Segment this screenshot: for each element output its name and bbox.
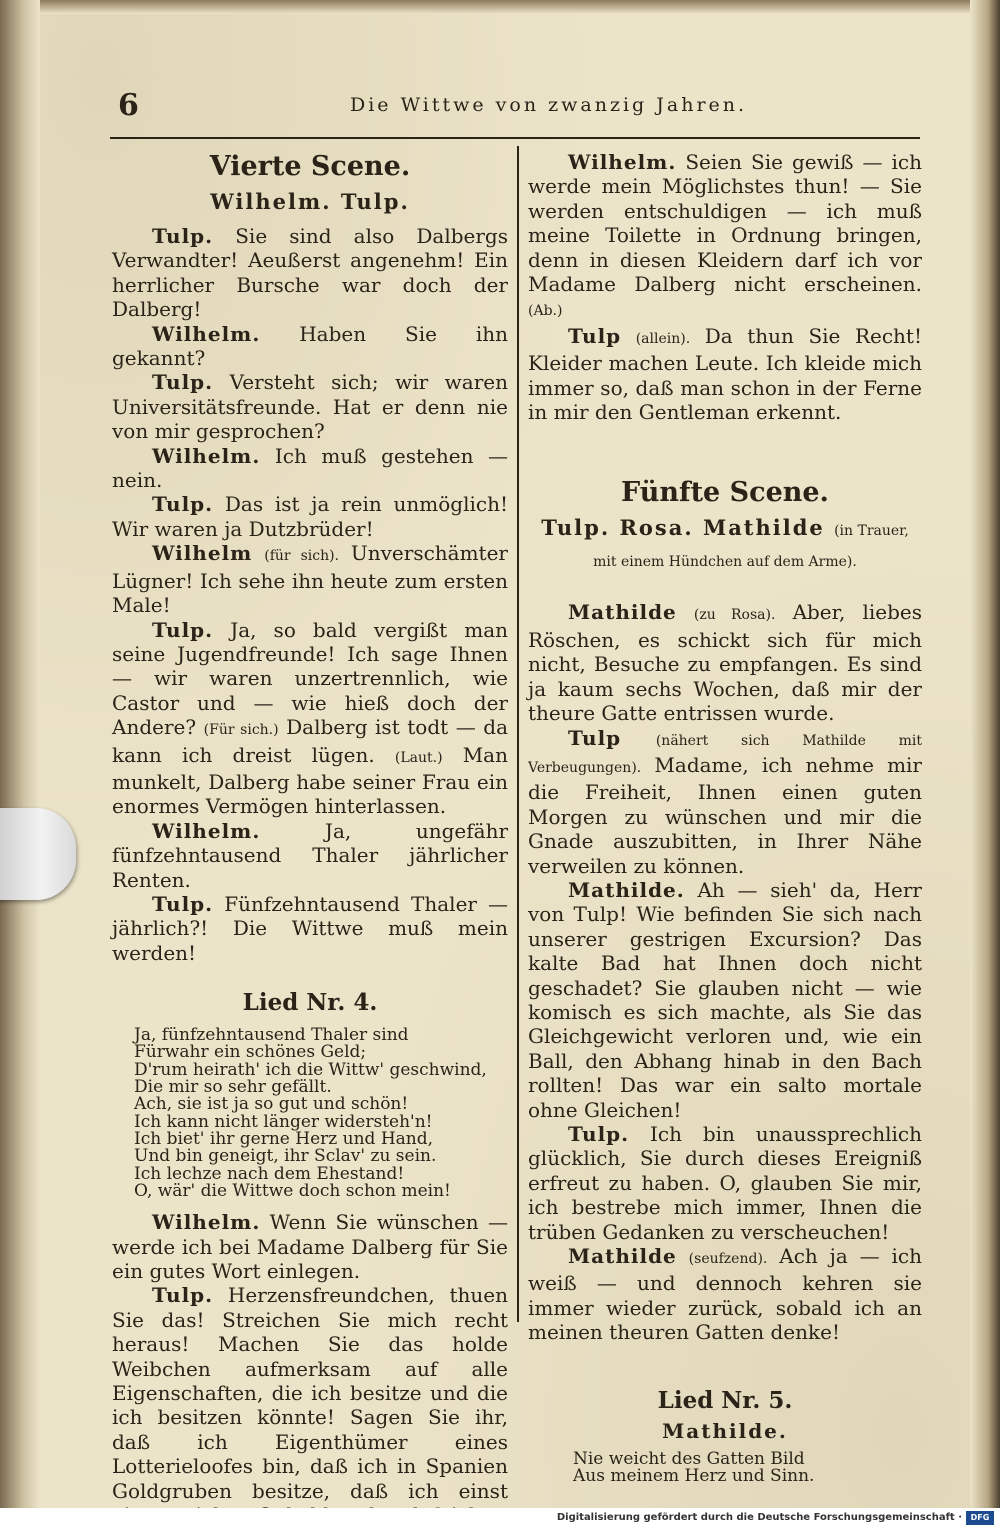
dialogue-text: Das ist ja rein unmöglich! Wir waren ja Dutzbrüder! [112, 492, 508, 541]
scene-persons: Wilhelm. Tulp. [210, 189, 410, 214]
verse-line: Aus meinem Herz und Sinn. [573, 1465, 815, 1486]
speaker-name: Tulp [568, 323, 622, 348]
speaker-name: Tulp. [152, 370, 214, 395]
paper-clip [0, 808, 76, 900]
dialogue-paragraph [528, 878, 922, 1122]
verse-line: Ich lechze nach dem Ehestand! [134, 1163, 405, 1184]
scene-title: Vierte Scene. [209, 151, 411, 182]
speaker-name: Mathilde [568, 1244, 677, 1269]
dialogue-paragraph [112, 1283, 508, 1527]
dialogue-text: Versteht sich; wir waren Universitätsfreunde. Hat er denn nie von mir gesprochen? [112, 370, 508, 444]
speaker-name: Mathilde. [568, 877, 685, 902]
dialogue-paragraph [112, 618, 508, 819]
dfg-logo: DFG [966, 1511, 994, 1525]
dialogue-paragraph [112, 224, 508, 322]
right-column [528, 150, 922, 1485]
speaker-name: Wilhelm. [152, 321, 261, 346]
running-title: Die Wittwe von zwanzig Jahren. [350, 94, 748, 116]
dialogue-text: Herzensfreundchen, thuen Sie das! Streichen Sie mich recht heraus! Machen Sie das holde Weibchen aufmerksam auf alle Eigenschaften, die ich besitze und die ich besitzen könnte! Sagen Sie ihr, daß ich Eigenthümer eines Lotterieloofes bin, daß ich in Spanien Goldgruben besitze, daß ich einst [112, 1283, 508, 1503]
dialogue-text: Unverschämter Lügner! Ich sehe ihn heute zum ersten Male! [112, 541, 508, 618]
dialogue-paragraph [112, 819, 508, 892]
dialogue-text: Ja, so bald vergißt man seine Jugendfreunde! Ich sage Ihnen — wir waren unzertrennlich, wie Castor und — wie hieß doch der Andere? [112, 617, 508, 740]
dialogue-paragraph [112, 892, 508, 965]
stage-direction: (nähert sich Mathilde mit Verbeugungen). [528, 732, 922, 776]
verse-line: Ja, fünfzehntausend Thaler sind [134, 1025, 409, 1046]
speaker-name: Tulp. [568, 1122, 630, 1146]
dialogue-text: Madame, ich nehme mir die Freiheit, Ihnen einen guten Morgen zu wünschen und mir die Gnade auszubitten, in Ihrer Nähe verweilen zu können. [528, 752, 922, 878]
persons-names: Tulp. Rosa. Mathilde [541, 515, 825, 541]
dialogue-paragraph [112, 541, 508, 617]
verse-line: Nie weicht des Gatten Bild [573, 1448, 805, 1469]
dialogue-paragraph [112, 1210, 508, 1283]
stage-direction: (Laut.) [394, 749, 443, 766]
dialogue-paragraph [528, 600, 922, 725]
speaker-name: Tulp [568, 725, 622, 750]
dialogue-paragraph [112, 444, 508, 493]
page-top-edge [0, 0, 1000, 14]
speaker-name: Tulp. [152, 891, 214, 916]
page-left-edge [0, 0, 40, 1508]
scene-title: Fünfte Scene. [621, 477, 829, 509]
stage-direction: (zu Rosa). [693, 607, 776, 624]
page-number: 6 [118, 88, 139, 123]
verse-line: O, wär' die Wittwe doch schon mein! [134, 1180, 451, 1201]
scene-persons [528, 514, 922, 576]
speaker-name: Tulp. [152, 224, 214, 248]
speaker-name: Tulp. [152, 492, 214, 517]
speaker-name: Wilhelm. [152, 443, 261, 468]
verse-line: Fürwahr ein schönes Geld; [134, 1042, 367, 1063]
speaker-name: Wilhelm [152, 541, 253, 566]
dialogue-paragraph [112, 322, 508, 371]
column-divider [517, 146, 519, 1322]
verse-line: Die mir so sehr gefällt. [134, 1077, 332, 1098]
speaker-name: Wilhelm. [152, 1210, 261, 1235]
dialogue-paragraph [112, 492, 508, 541]
dialogue-text: Sie sind also Dalbergs Verwandter! Aeußerst angenehm! Ein herrlicher Bursche war doch der Dalberg! [112, 224, 508, 322]
page-right-edge [970, 0, 1000, 1508]
stage-direction: (in Trauer, mit einem Hündchen auf dem Arme). [593, 523, 909, 571]
dialogue-text: Ah — sieh' da, Herr von Tulp! Wie befinden Sie sich nach unserer gestrigen Excursion? Das kalte Bad hat Ihnen doch nicht geschadet? Sie glauben nicht — wie komisch es sich machte, als Sie das Gleichgewicht verloren und, wie ein Ball, den Abhang hinab in den Bach rollten! Das war ein salto mortale ohne Gleichen! [528, 877, 922, 1122]
speaker-name: Wilhelm. [152, 818, 261, 843]
dialogue-paragraph [528, 150, 922, 324]
dialogue-paragraph [112, 370, 508, 443]
song-verse [112, 1027, 508, 1200]
verse-line: Ich biet' ihr gerne Herz und Hand, [134, 1128, 434, 1149]
dialogue-text: Wenn Sie wünschen — werde ich bei Madame Dalberg für Sie ein gutes Wort einlegen. [112, 1210, 508, 1283]
dialogue-text: Ich muß gestehen — nein. [112, 443, 509, 493]
verse-line: Ach, sie ist ja so gut und schön! [134, 1094, 409, 1115]
dialogue-text: Fünfzehntausend Thaler — jährlich?! Die Wittwe muß mein werden! [112, 891, 509, 965]
dialogue-text: Da thun Sie Recht! Kleider machen Leute. Ich kleide mich immer so, daß man schon in der Ferne in mir den Gentleman erkennt. [528, 323, 922, 425]
verse-line: D'rum heirath' ich die Wittw' geschwind, [134, 1059, 487, 1080]
speaker-name: Tulp. [152, 1283, 214, 1308]
footer-credit: Digitalisierung gefördert durch die Deutsche Forschungsgemeinschaft · [556, 1512, 962, 1523]
dialogue-paragraph [528, 324, 922, 425]
dialogue-text: Seien Sie gewiß — ich werde mein Möglichstes thun! — Sie werden entschuldigen — ich muß meine Toilette in Ordnung bringen, denn in diesen Kleidern darf ich vor Madame Dalberg nicht erscheinen. [528, 150, 922, 297]
song-title: Lied Nr. 4. [242, 989, 378, 1017]
verse-line: Und bin geneigt, ihr Sclav' zu sein. [134, 1146, 437, 1167]
dialogue-text: Aber, liebes Röschen, es schickt sich für mich nicht, Besuche zu empfangen. Es sind ja kaum sechs Wochen, daß mir der theure Gatte entrissen wurde. [528, 600, 923, 726]
stage-direction: (allein). [635, 330, 691, 347]
song-title: Lied Nr. 5. [657, 1386, 793, 1414]
header-rule [110, 137, 920, 139]
stage-direction: (für sich). [264, 548, 339, 565]
dialogue-paragraph [528, 1244, 922, 1345]
dialogue-paragraph [528, 1122, 922, 1244]
stage-direction: (seufzend). [688, 1251, 768, 1268]
song-speaker: Mathilde. [662, 1418, 788, 1443]
dialogue-text: Ach ja — ich weiß — und dennoch kehren sie immer wieder zurück, sobald ich an meinen theuren Gatten denke! [528, 1244, 923, 1345]
stage-direction: (Ab.) [528, 303, 563, 320]
speaker-name: Mathilde [568, 600, 677, 625]
dialogue-paragraph [528, 726, 922, 878]
dialogue-text: Man munkelt, Dalberg habe seiner Frau ein enormes Vermögen hinterlassen. [112, 742, 508, 819]
dialogue-text: Dalberg ist todt — da kann ich dreist lügen. [112, 715, 508, 767]
dialogue-text: Ja, ungefähr fünfzehntausend Thaler jährlicher Renten. [112, 818, 509, 892]
speaker-name: Tulp. [152, 617, 214, 642]
left-column [112, 150, 508, 1527]
speaker-name: Wilhelm. [568, 150, 677, 174]
dialogue-text: Haben Sie ihn gekannt? [112, 321, 508, 371]
stage-direction: (Für sich.) [203, 722, 279, 739]
verse-line: Ich kann nicht länger widersteh'n! [134, 1111, 433, 1132]
dialogue-text: Ich bin unaussprechlich glücklich, Sie durch dieses Ereigniß erfreut zu haben. O, glauben Sie mir, ich bestrebe mich immer, Ihnen die trüben Gedanken zu verscheuchen! [528, 1122, 923, 1244]
